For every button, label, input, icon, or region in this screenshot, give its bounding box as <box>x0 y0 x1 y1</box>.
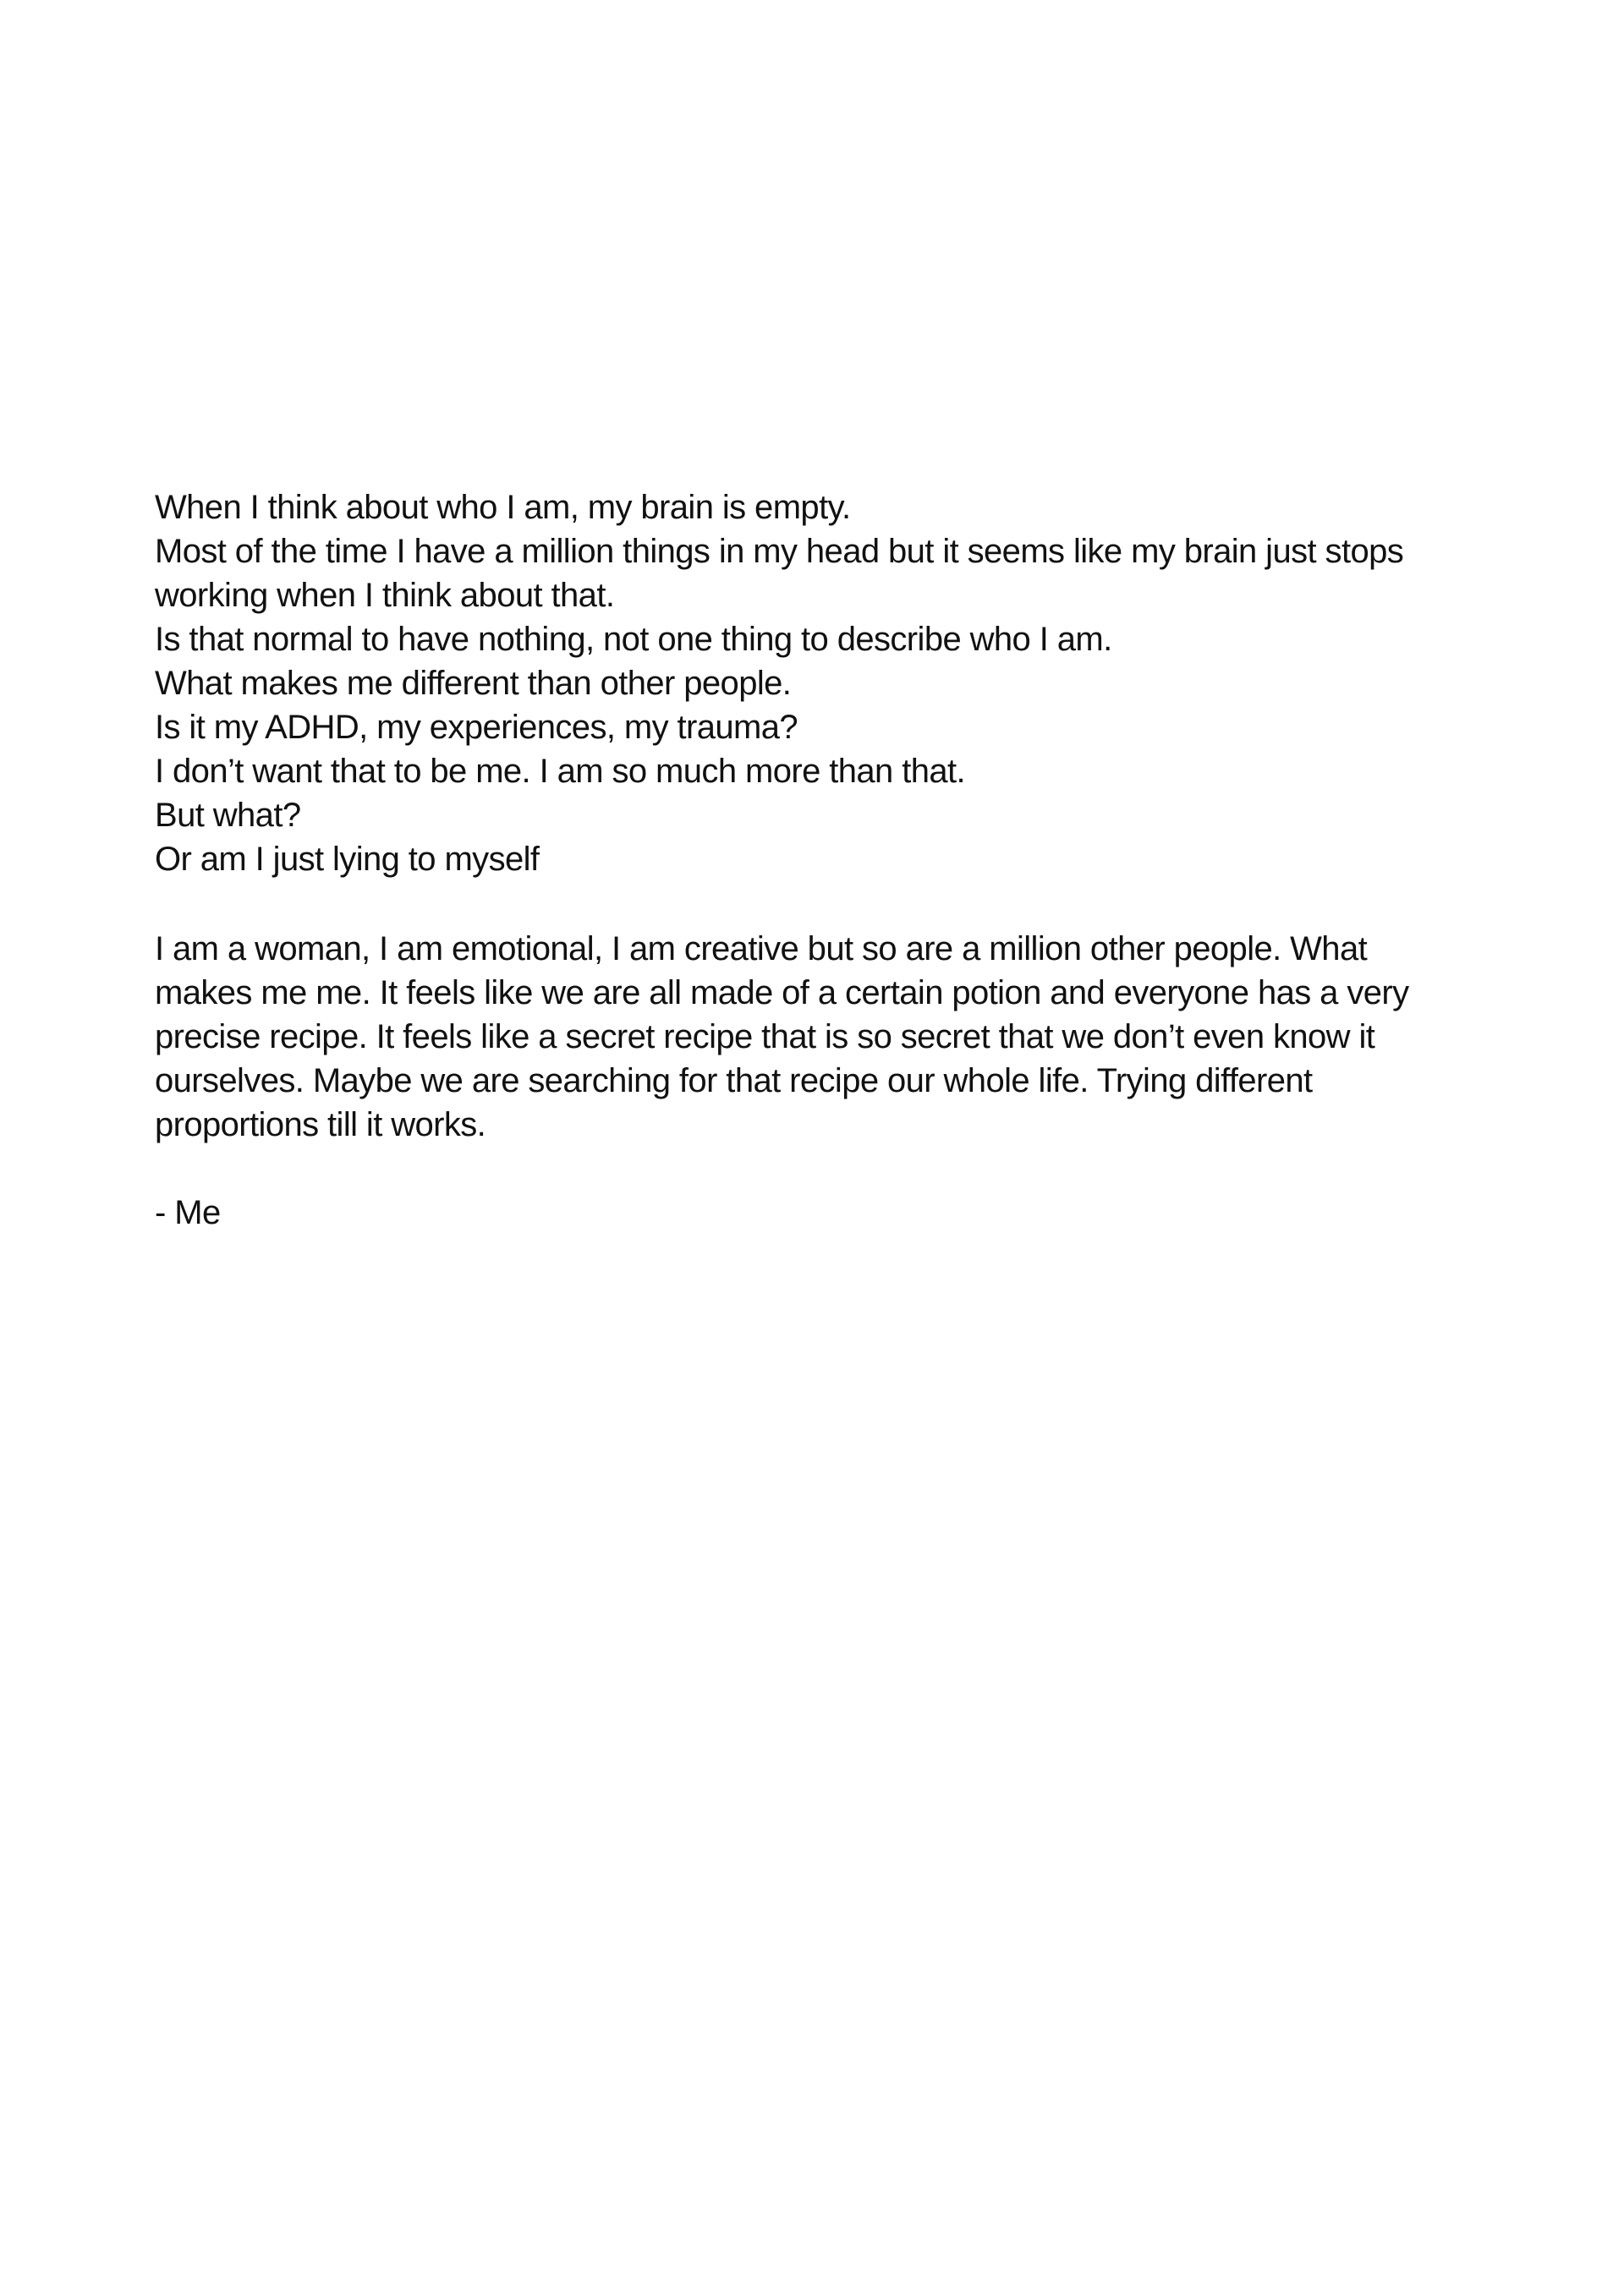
text-line: I don’t want that to be me. I am so much more than that. <box>155 753 966 790</box>
text-line: What makes me different than other people. <box>155 665 792 702</box>
text-line: Is that normal to have nothing, not one thing to describe who I am. <box>155 621 1112 658</box>
text-line: precise recipe. It feels like a secret recipe that is so secret that we don’t even know it <box>155 1018 1375 1055</box>
text-line: When I think about who I am, my brain is empty. <box>155 489 851 526</box>
text-line: proportions till it works. <box>155 1106 486 1143</box>
text-line: Or am I just lying to myself <box>155 841 540 878</box>
text-line: But what? <box>155 797 301 834</box>
paragraph-2 <box>155 927 1474 1147</box>
text-line: I am a woman, I am emotional, I am creative but so are a million other people. What <box>155 930 1368 967</box>
signature: - Me <box>155 1194 221 1231</box>
text-line: Most of the time I have a million things in my head but it seems like my brain just stops <box>155 533 1404 570</box>
text-line: Is it my ADHD, my experiences, my trauma? <box>155 709 798 746</box>
paragraph-1 <box>155 485 1474 881</box>
text-line: working when I think about that. <box>155 577 615 614</box>
text-line: makes me me. It feels like we are all made of a certain potion and everyone has a very <box>155 974 1409 1011</box>
text-line: ourselves. Maybe we are searching for that recipe our whole life. Trying different <box>155 1062 1313 1099</box>
